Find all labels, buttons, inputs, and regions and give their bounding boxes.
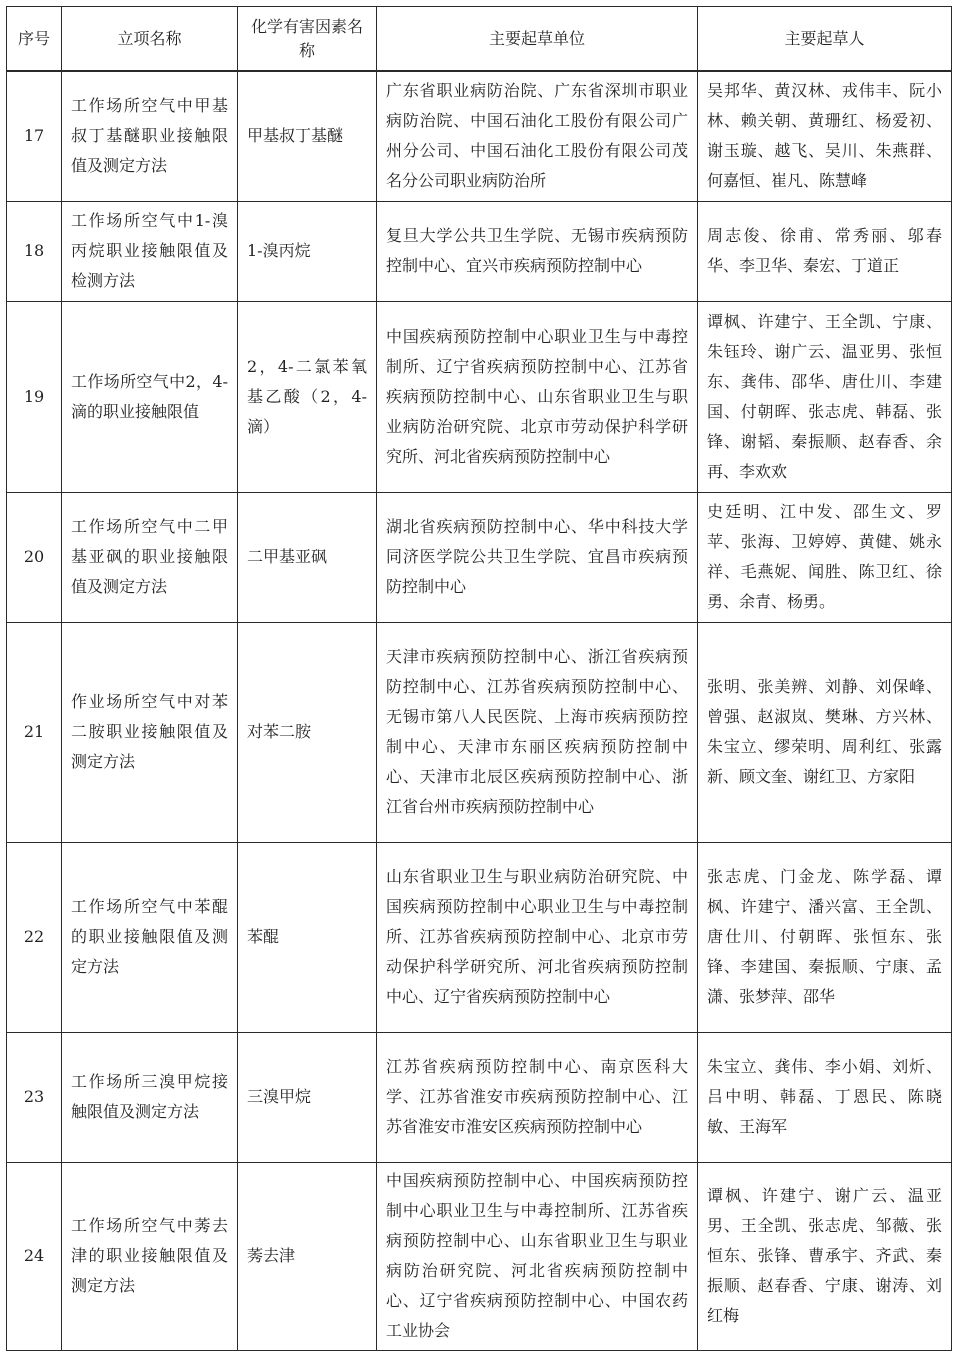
row-units: 广东省职业病防治院、广东省深圳市职业病防治院、中国石油化工股份有限公司广州分公司、中国石油化工股份有限公司茂名分公司职业病防治所 (377, 71, 698, 201)
header-people: 主要起草人 (698, 7, 952, 72)
row-units: 复旦大学公共卫生学院、无锡市疾病预防控制中心、宜兴市疾病预防控制中心 (377, 201, 698, 301)
standards-table (6, 6, 952, 1351)
row-people: 史廷明、江中发、邵生文、罗苹、张海、卫婷婷、黄健、姚永祥、毛燕妮、闻胜、陈卫红、徐勇、余青、杨勇。 (698, 492, 952, 622)
row-chemical: 莠去津 (238, 1162, 377, 1350)
header-units: 主要起草单位 (377, 7, 698, 72)
header-row (7, 7, 952, 72)
table-row (7, 301, 952, 492)
row-units: 中国疾病预防控制中心职业卫生与中毒控制所、辽宁省疾病预防控制中心、江苏省疾病预防控制中心、山东省职业卫生与职业病防治研究院、北京市劳动保护科学研究所、河北省疾病预防控制中心 (377, 301, 698, 492)
row-units: 中国疾病预防控制中心、中国疾病预防控制中心职业卫生与中毒控制所、江苏省疾病预防控制中心、山东省职业卫生与职业病防治研究院、河北省疾病预防控制中心、辽宁省疾病预防控制中心、中国农药工业协会 (377, 1162, 698, 1350)
row-index: 20 (7, 492, 62, 622)
row-people: 张志虎、门金龙、陈学磊、谭枫、许建宁、潘兴富、王全凯、唐仕川、付朝晖、张恒东、张锋、李建国、秦振顺、宁康、孟潇、张梦萍、邵华 (698, 842, 952, 1032)
row-name: 工作场所空气中1-溴丙烷职业接触限值及检测方法 (62, 201, 238, 301)
row-name: 工作场所空气中二甲基亚砜的职业接触限值及测定方法 (62, 492, 238, 622)
table-row (7, 71, 952, 201)
row-people: 吴邦华、黄汉林、戎伟丰、阮小林、赖关朝、黄珊红、杨爱初、谢玉璇、越飞、吴川、朱燕群、何嘉恒、崔凡、陈慧峰 (698, 71, 952, 201)
row-index: 21 (7, 622, 62, 842)
row-chemical: 1-溴丙烷 (238, 201, 377, 301)
table-row (7, 842, 952, 1032)
table-row (7, 622, 952, 842)
header-name: 立项名称 (62, 7, 238, 72)
table-row (7, 201, 952, 301)
row-name: 工作场所空气中甲基叔丁基醚职业接触限值及测定方法 (62, 71, 238, 201)
row-units: 山东省职业卫生与职业病防治研究院、中国疾病预防控制中心职业卫生与中毒控制所、江苏省疾病预防控制中心、北京市劳动保护科学研究所、河北省疾病预防控制中心、辽宁省疾病预防控制中心 (377, 842, 698, 1032)
table-row (7, 1032, 952, 1162)
row-people: 张明、张美辨、刘静、刘保峰、曾强、赵淑岚、樊琳、方兴林、朱宝立、缪荣明、周利红、张露新、顾文奎、谢红卫、方家阳 (698, 622, 952, 842)
row-name: 工作场所空气中莠去津的职业接触限值及测定方法 (62, 1162, 238, 1350)
row-chemical: 苯醌 (238, 842, 377, 1032)
row-people: 谭枫、许建宁、王全凯、宁康、朱钰玲、谢广云、温亚男、张恒东、龚伟、邵华、唐仕川、李建国、付朝晖、张志虎、韩磊、张锋、谢韬、秦振顺、赵春香、余再、李欢欢 (698, 301, 952, 492)
row-chemical: 2，4-二氯苯氧基乙酸（2，4-滴） (238, 301, 377, 492)
row-chemical: 甲基叔丁基醚 (238, 71, 377, 201)
row-name: 作业场所空气中对苯二胺职业接触限值及测定方法 (62, 622, 238, 842)
row-name: 工作场所空气中苯醌的职业接触限值及测定方法 (62, 842, 238, 1032)
row-units: 天津市疾病预防控制中心、浙江省疾病预防控制中心、江苏省疾病预防控制中心、无锡市第八人民医院、上海市疾病预防控制中心、天津市东丽区疾病预防控制中心、天津市北辰区疾病预防控制中心、浙江省台州市疾病预防控制中心 (377, 622, 698, 842)
header-chemical: 化学有害因素名称 (238, 7, 377, 72)
row-index: 23 (7, 1032, 62, 1162)
row-name: 工作场所空气中2，4-滴的职业接触限值 (62, 301, 238, 492)
row-units: 江苏省疾病预防控制中心、南京医科大学、江苏省淮安市疾病预防控制中心、江苏省淮安市淮安区疾病预防控制中心 (377, 1032, 698, 1162)
row-index: 19 (7, 301, 62, 492)
row-people: 周志俊、徐甫、常秀丽、邬春华、李卫华、秦宏、丁道正 (698, 201, 952, 301)
row-chemical: 二甲基亚砜 (238, 492, 377, 622)
table-row (7, 1162, 952, 1350)
row-people: 谭枫、许建宁、谢广云、温亚男、王全凯、张志虎、邹薇、张恒东、张锋、曹承宇、齐武、秦振顺、赵春香、宁康、谢涛、刘红梅 (698, 1162, 952, 1350)
row-units: 湖北省疾病预防控制中心、华中科技大学同济医学院公共卫生学院、宜昌市疾病预防控制中心 (377, 492, 698, 622)
row-people: 朱宝立、龚伟、李小娟、刘炘、吕中明、韩磊、丁恩民、陈晓敏、王海军 (698, 1032, 952, 1162)
header-index: 序号 (7, 7, 62, 72)
row-index: 18 (7, 201, 62, 301)
row-index: 17 (7, 71, 62, 201)
row-index: 24 (7, 1162, 62, 1350)
row-name: 工作场所三溴甲烷接触限值及测定方法 (62, 1032, 238, 1162)
row-chemical: 三溴甲烷 (238, 1032, 377, 1162)
table-row (7, 492, 952, 622)
row-chemical: 对苯二胺 (238, 622, 377, 842)
row-index: 22 (7, 842, 62, 1032)
